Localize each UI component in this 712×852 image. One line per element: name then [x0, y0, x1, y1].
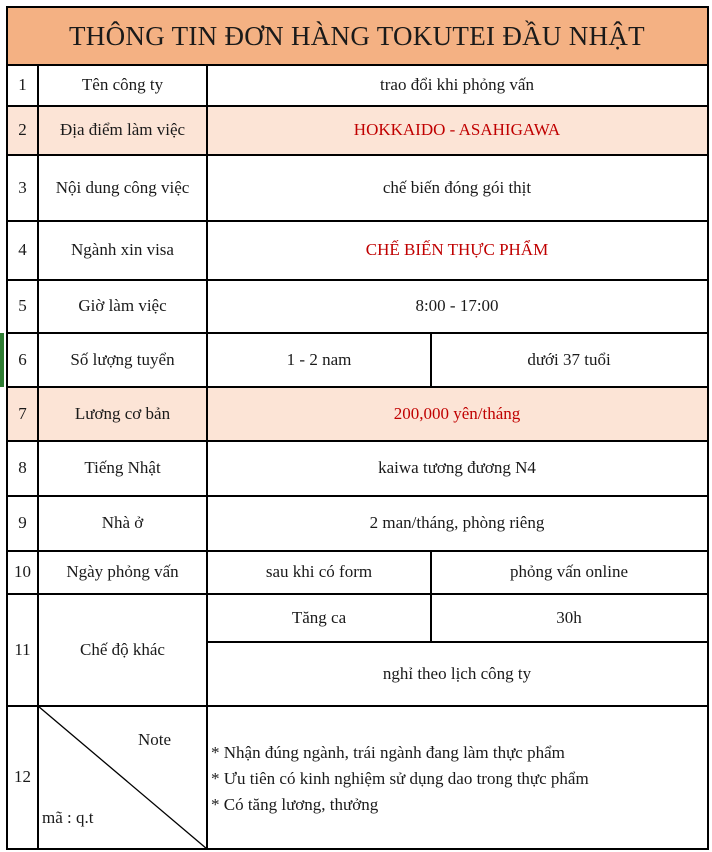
row-number-2: 2	[7, 106, 38, 155]
grid-line	[6, 386, 709, 388]
grid-line	[206, 641, 709, 643]
label-visa-field: Ngành xin visa	[71, 240, 174, 260]
list-item: * Nhận đúng ngành, trái ngành đang làm thực phẩm	[211, 743, 565, 762]
value-company-name: trao đổi khi phỏng vấn	[380, 75, 534, 95]
label-company-name: Tên công ty	[81, 75, 164, 95]
grid-line	[430, 550, 432, 642]
label-work-location: Địa điểm làm việc	[38, 106, 207, 155]
row-number-12: 12	[14, 767, 31, 787]
grid-line	[6, 105, 709, 107]
label-base-salary: Lương cơ bản	[38, 387, 207, 441]
row-number-8: 8	[18, 458, 27, 478]
grid-line	[6, 705, 709, 707]
row-number-9: 9	[18, 513, 27, 533]
row-number-1: 1	[18, 75, 27, 95]
label-job-description: Nội dung công việc	[55, 177, 190, 197]
value-work-location: HOKKAIDO - ASAHIGAWA	[207, 106, 707, 155]
label-japanese-level: Tiếng Nhật	[84, 458, 161, 478]
grid-line	[6, 495, 709, 497]
value-working-hours: 8:00 - 17:00	[415, 296, 499, 316]
label-overtime: Tăng ca	[291, 607, 347, 627]
grid-line	[6, 154, 709, 156]
value-holidays: nghỉ theo lịch công ty	[382, 663, 532, 683]
list-item: * Có tăng lương, thưởng	[211, 795, 379, 814]
grid-line	[430, 332, 432, 387]
label-interview-date: Ngày phỏng vấn	[66, 562, 179, 582]
table-title: THÔNG TIN ĐƠN HÀNG TOKUTEI ĐẦU NHẬT	[7, 7, 707, 65]
grid-line	[6, 332, 709, 334]
value-visa-field: CHẾ BIẾN THỰC PHẨM	[365, 240, 549, 260]
row-number-7: 7	[7, 387, 38, 441]
value-job-description: chế biến đóng gói thịt	[382, 177, 532, 197]
value-base-salary: 200,000 yên/tháng	[207, 387, 707, 441]
notes-list	[207, 706, 707, 849]
grid-line	[6, 848, 709, 850]
row-number-11: 11	[14, 639, 31, 659]
row-number-10: 10	[14, 562, 31, 582]
row-number-6: 6	[18, 349, 27, 369]
grid-line	[6, 440, 709, 442]
label-working-hours: Giờ làm việc	[78, 296, 167, 316]
label-headcount: Số lượng tuyển	[70, 349, 175, 369]
row-number-5: 5	[18, 296, 27, 316]
value-japanese-level: kaiwa tương đương N4	[378, 458, 536, 478]
note-cell	[38, 706, 207, 849]
value-overtime: 30h	[556, 607, 582, 627]
grid-line	[6, 593, 709, 595]
row-selection-marker	[0, 333, 4, 387]
grid-line	[6, 6, 709, 8]
row-number-4: 4	[18, 240, 27, 260]
grid-line	[6, 279, 709, 281]
grid-line	[206, 64, 208, 850]
value-interview-format: phỏng vấn online	[509, 562, 629, 582]
order-code: mã : q.t	[42, 808, 94, 827]
value-interview-date: sau khi có form	[265, 562, 373, 582]
row-number-3: 3	[18, 177, 27, 197]
value-housing: 2 man/tháng, phòng riêng	[369, 513, 545, 533]
grid-line	[6, 6, 8, 850]
value-age-limit: dưới 37 tuổi	[527, 349, 611, 369]
grid-line	[6, 220, 709, 222]
value-headcount: 1 - 2 nam	[286, 349, 352, 369]
grid-line	[37, 64, 39, 850]
label-other-benefits: Chế độ khác	[80, 639, 165, 659]
note-label: Note	[138, 730, 172, 749]
grid-line	[6, 64, 709, 66]
label-housing: Nhà ở	[101, 513, 144, 533]
list-item: * Ưu tiên có kinh nghiệm sử dụng dao trong thực phẩm	[211, 769, 589, 788]
grid-line	[6, 550, 709, 552]
